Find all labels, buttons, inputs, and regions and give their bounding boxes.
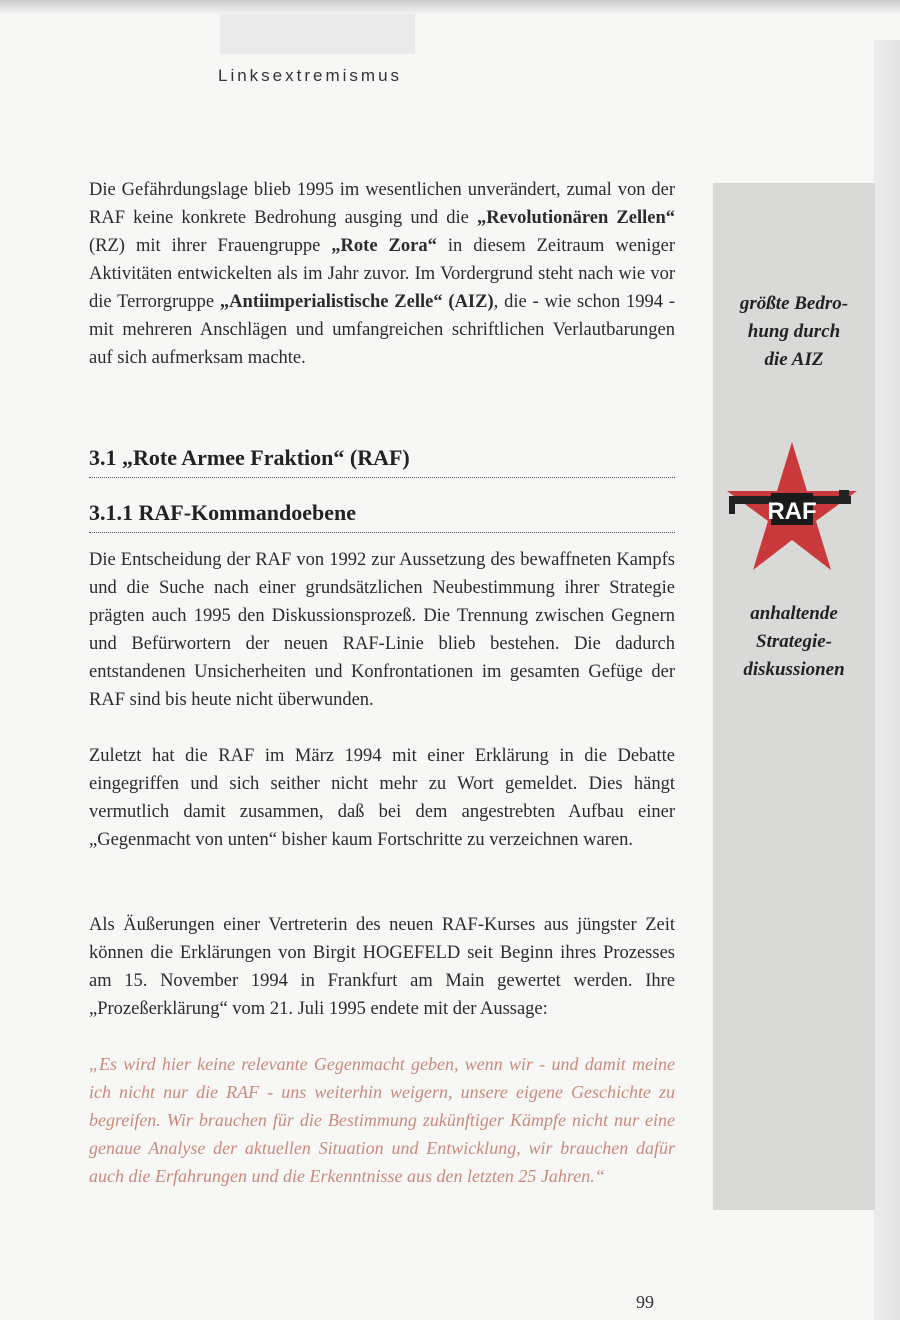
- scan-top-edge: [0, 0, 900, 14]
- heading-3-1-1: 3.1.1 RAF-Kommandoebene: [89, 500, 675, 533]
- margin-note-line: größte Bedro-: [739, 293, 849, 314]
- paragraph-text: Als Äußerungen einer Vertreterin des neuen RAF-Kurses aus jüngster Zeit können die Erklärungen von Birgit HOGEFELD seit Beginn ihres Prozesses am 15. November 1994 in Frankfurt am Main gewertet werden. Ihre „Prozeßerklärung“ vom 21. Juli 1995 endete mit der Aussage:: [89, 915, 675, 1019]
- margin-note-line: anhaltende: [750, 603, 838, 624]
- paragraph-gefaehrdungslage: [89, 176, 675, 372]
- heading-3-1: 3.1 „Rote Armee Fraktion“ (RAF): [89, 445, 675, 478]
- paragraph-text: in diesem Zeitraum weniger Aktivitäten entwickelten als im Jahr zuvor. Im Vordergrund steht nach wie vor die Terrorgruppe: [89, 236, 675, 312]
- margin-note-line: hung durch: [747, 321, 841, 342]
- group-name-rote-zora: „Rote Zora“: [331, 236, 437, 256]
- margin-note-line: Strategie-: [756, 631, 832, 652]
- paragraph-text: Die Gefährdungslage blieb 1995 im wesentlichen unverändert, zumal von der RAF keine konkrete Bedrohung ausging und die: [89, 180, 675, 228]
- paragraph-text: Zuletzt hat die RAF im März 1994 mit einer Erklärung in die Debatte eingegriffen und sich seither nicht mehr zu Wort gemeldet. Dies hängt vermutlich damit zusammen, daß bei dem angestrebten Aufbau einer „Gegenmacht von unten“ bisher kaum Fortschritte zu verzeichnen waren.: [89, 746, 675, 850]
- group-name-rz: „Revolutionären Zellen“: [477, 208, 676, 228]
- raf-star-logo: [727, 438, 857, 588]
- paragraph-aeusserungen: [89, 911, 675, 1023]
- scan-right-edge: [874, 40, 900, 1320]
- paragraph-text: Die Entscheidung der RAF von 1992 zur Aussetzung des bewaffneten Kampfs und die Suche nach einer grundsätzlichen Neubestimmung ihrer Strategie prägten auch 1995 den Diskussionsprozeß. Die Trennung zwischen Gegnern und Befürwortern der neuen RAF-Linie blieb bestehen. Die dadurch entstandenen Unsicherheiten und Konfrontationen im gesamten Gefüge der RAF sind bis heute nicht überwunden.: [89, 550, 675, 710]
- margin-note-strategie: [713, 600, 875, 684]
- quotation-block: [89, 1050, 675, 1190]
- running-head: Linksextremismus: [218, 66, 403, 85]
- margin-note-line: die AIZ: [764, 349, 824, 370]
- group-name-aiz: „Antiimperialistische Zelle“ (AIZ): [219, 292, 494, 312]
- margin-note-line: diskussionen: [743, 659, 845, 680]
- paragraph-entscheidung: [89, 546, 675, 714]
- quotation-text: „Es wird hier keine relevante Gegenmacht geben, wenn wir - und damit meine ich nicht nur die RAF - uns weiterhin weigern, unsere eigene Geschichte zu begreifen. Wir brauchen für die Bestimmung zukünftiger Kämpfe nicht nur eine genaue Analyse der aktuellen Situation und Entwicklung, wir brauchen dafür auch die Erfahrungen und die Erkenntnisse aus den letzten 25 Jahren.“: [89, 1054, 675, 1186]
- paragraph-text: , die - wie schon 1994 - mit mehreren Anschlägen und umfangreichen schriftlichen Verlautbarungen auf sich aufmerksam machte.: [89, 292, 676, 368]
- margin-note-aiz: [713, 290, 875, 374]
- paragraph-text: (RZ) mit ihrer Frauengruppe: [89, 236, 332, 256]
- page-number: 99: [636, 1292, 654, 1312]
- paragraph-zuletzt: [89, 742, 675, 854]
- logo-text: RAF: [767, 498, 817, 525]
- scan-top-shadow: [220, 14, 415, 54]
